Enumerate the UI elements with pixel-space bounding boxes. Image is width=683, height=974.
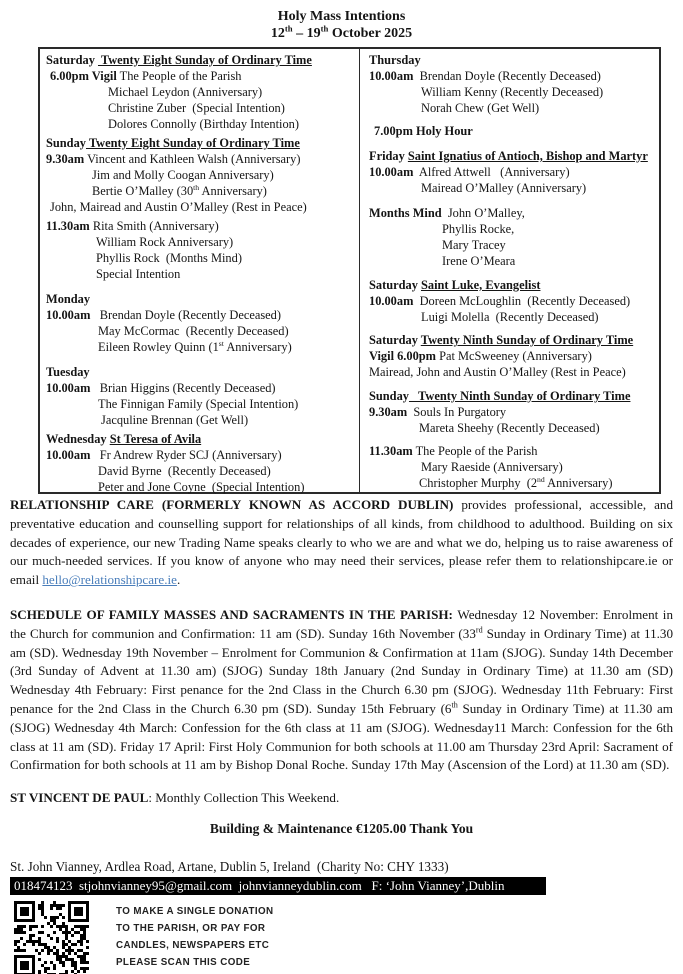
intention-line: Wednesday St Teresa of Avila (46, 432, 202, 446)
intention-line: The Finnigan Family (Special Intention) (98, 397, 299, 411)
intention-spacer (369, 269, 657, 277)
relationship-care-paragraph: RELATIONSHIP CARE (FORMERLY KNOWN AS ACCORD DUBLIN) provides professional, accessible, and preventative education and counselling support for relationships of all kinds, from childhood to adulthood. Building on six decades of experience, our new Trading Name speaks clearly to who we are and what we do, helping us to raise awareness of our much-needed services. If you know of anyone who may need their services, please refer them to relationshipcare.ie or email hello@relationshipcare.ie. (10, 497, 674, 588)
intention-line: Phyllis Rock (Months Mind) (96, 251, 242, 265)
intention-spacer (46, 355, 357, 364)
intention-spacer (46, 282, 357, 291)
intention-spacer (369, 325, 657, 332)
intention-line: Mary Tracey (442, 238, 506, 252)
intention-line: David Byrne (Recently Deceased) (98, 464, 271, 478)
intention-line: Bertie O’Malley (30th Anniversary) (92, 182, 267, 198)
intention-line: Thursday (369, 53, 421, 67)
parish-address: St. John Vianney, Ardlea Road, Artane, Dublin 5, Ireland (Charity No: CHY 1333) (10, 858, 449, 874)
intention-line: 7.00pm Holy Hour (374, 124, 473, 138)
lower-content (10, 496, 673, 974)
intention-line: Peter and Jone Coyne (Special Intention) (98, 480, 305, 494)
donation-line: TO MAKE A SINGLE DONATION (116, 905, 274, 917)
intentions-column-right (360, 49, 659, 492)
intention-line: 10.00am Brendan Doyle (Recently Deceased) (46, 308, 282, 322)
intention-line: Saturday Twenty Ninth Sunday of Ordinary Time (369, 333, 634, 347)
qr-code (14, 901, 89, 974)
email-link[interactable]: hello@relationshipcare.ie (42, 572, 177, 588)
intention-spacer (369, 436, 657, 443)
intention-line: Tuesday (46, 365, 90, 379)
intention-line: Special Intention (96, 267, 181, 281)
intentions-column-left (40, 49, 360, 492)
page-date-range: 12th – 19th October 2025 (270, 23, 413, 41)
intention-line: 10.00am Brendan Doyle (Recently Deceased) (369, 69, 601, 83)
intention-line: 9.30am Vincent and Kathleen Walsh (Anniversary) (46, 152, 301, 166)
intention-line: John, Mairead and Austin O’Malley (Rest in Peace) (50, 200, 307, 214)
intention-line: Saturday Twenty Eight Sunday of Ordinary Time (46, 53, 312, 67)
donation-line: TO THE PARISH, OR PAY FOR (116, 922, 266, 934)
intention-line: Eileen Rowley Quinn (1st Anniversary) (98, 338, 292, 354)
intention-line: Christine Zuber (Special Intention) (108, 101, 285, 115)
intention-line: May McCormac (Recently Deceased) (98, 324, 289, 338)
mass-intentions-table (38, 47, 661, 494)
page-title: Holy Mass Intentions (277, 9, 406, 24)
intention-line: Norah Chew (Get Well) (421, 101, 540, 115)
intention-spacer (369, 116, 657, 123)
intention-line: 6.00pm Vigil The People of the Parish (50, 69, 242, 83)
intention-line: Michael Leydon (Anniversary) (108, 85, 263, 99)
intention-line: 9.30am Souls In Purgatory (369, 405, 507, 419)
intention-line: 10.00am Alfred Attwell (Anniversary) (369, 165, 570, 179)
intention-line: Mary Raeside (Anniversary) (421, 460, 563, 474)
building-maintenance-line: Building & Maintenance €1205.00 Thank You (209, 820, 474, 836)
intention-line: Jim and Molly Coogan Anniversary) (92, 168, 274, 182)
intention-line: 10.00am Brian Higgins (Recently Deceased) (46, 381, 276, 395)
intention-line: Dolores Connolly (Birthday Intention) (108, 117, 299, 131)
intention-line: Jacquline Brennan (Get Well) (101, 413, 249, 427)
intention-line: Irene O’Meara (442, 254, 516, 268)
intention-line: Saturday Saint Luke, Evangelist (369, 278, 541, 292)
donation-block (10, 901, 673, 974)
intention-line: Mareta Sheehy (Recently Deceased) (419, 421, 600, 435)
donation-instructions (116, 903, 274, 971)
intention-line: Sunday Twenty Ninth Sunday of Ordinary Time (369, 389, 631, 403)
intention-line: 10.00am Fr Andrew Ryder SCJ (Anniversary) (46, 448, 282, 462)
donation-line: PLEASE SCAN THIS CODE (116, 956, 251, 968)
intention-line: Sunday Twenty Eight Sunday of Ordinary Time (46, 136, 300, 150)
schedule-paragraph: SCHEDULE OF FAMILY MASSES AND SACRAMENTS IN THE PARISH: Wednesday 12 November: Enrolment in the Church for communion and Confirmation: 11 am (SD). Sunday 16th November (33rd Sunday in Ordinary Time) at 11.30 am (SD). Wednesday 19th November – Enrolment for Communion & Confirmation at 11am (SJOG). Sunday 14th December (3rd Sunday of Advent at 11.30 am) (SJOG) Sunday 18th January (2nd Sunday in Ordinary Time) at 11.30 am (SD) Wednesday 4th February: First penance for the 2nd Class in the Church 6.30 pm (SJOG). Wednesday 11th February: First penance for the 2nd Class in the Church 6.30 pm (SD). Sunday 15th February (6th Sunday in Ordinary Time) at 11.30 am (SJOG) Wednesday 4th March: Confession for the 6th class at 11 am (SJOG). Wednesday11 March: Confession for the 6th class at 11 am (SD). Friday 17 April: First Holy Communion for both schools at 11.00 am Thursday 23rd April: Sacrament of Confirmation for both schools at 11 am by Bishop Donal Roche. Sunday 17th May (Ascension of the Lord) at 11.30 am (SD). (10, 606, 673, 773)
intention-spacer (369, 380, 657, 388)
intention-line: 11.30am Rita Smith (Anniversary) (46, 219, 219, 233)
intention-line: Phyllis Rocke, (442, 222, 515, 236)
intention-line: Friday Saint Ignatius of Antioch, Bishop and Martyr (369, 149, 648, 163)
intention-spacer (369, 139, 657, 148)
intention-line: William Kenny (Recently Deceased) (421, 85, 604, 99)
intention-line: Vigil 6.00pm Pat McSweeney (Anniversary) (369, 349, 592, 363)
intention-line: William Rock Anniversary) (96, 235, 234, 249)
intention-line: Mairead, John and Austin O’Malley (Rest in Peace) (369, 365, 626, 379)
page-header (0, 0, 683, 42)
intention-line: 11.30am The People of the Parish (369, 444, 538, 458)
intention-line: Months Mind John O’Malley, (369, 206, 525, 220)
contact-bar: 018474123 stjohnvianney95@gmail.com johnvianneydublin.com F: ‘John Vianney’,Dublin (10, 877, 546, 895)
intention-spacer (369, 196, 657, 205)
svp-paragraph: ST VINCENT DE PAUL: Monthly Collection This Weekend. (10, 790, 340, 806)
donation-line: CANDLES, NEWSPAPERS ETC (116, 939, 270, 951)
intention-line: Luigi Molella (Recently Deceased) (421, 310, 599, 324)
intention-line: Monday (46, 292, 91, 306)
intention-line: Mairead O’Malley (Anniversary) (421, 181, 587, 195)
intention-line: 10.00am Doreen McLoughlin (Recently Deceased) (369, 294, 631, 308)
intention-line: Christopher Murphy (2nd Anniversary) (419, 474, 613, 490)
